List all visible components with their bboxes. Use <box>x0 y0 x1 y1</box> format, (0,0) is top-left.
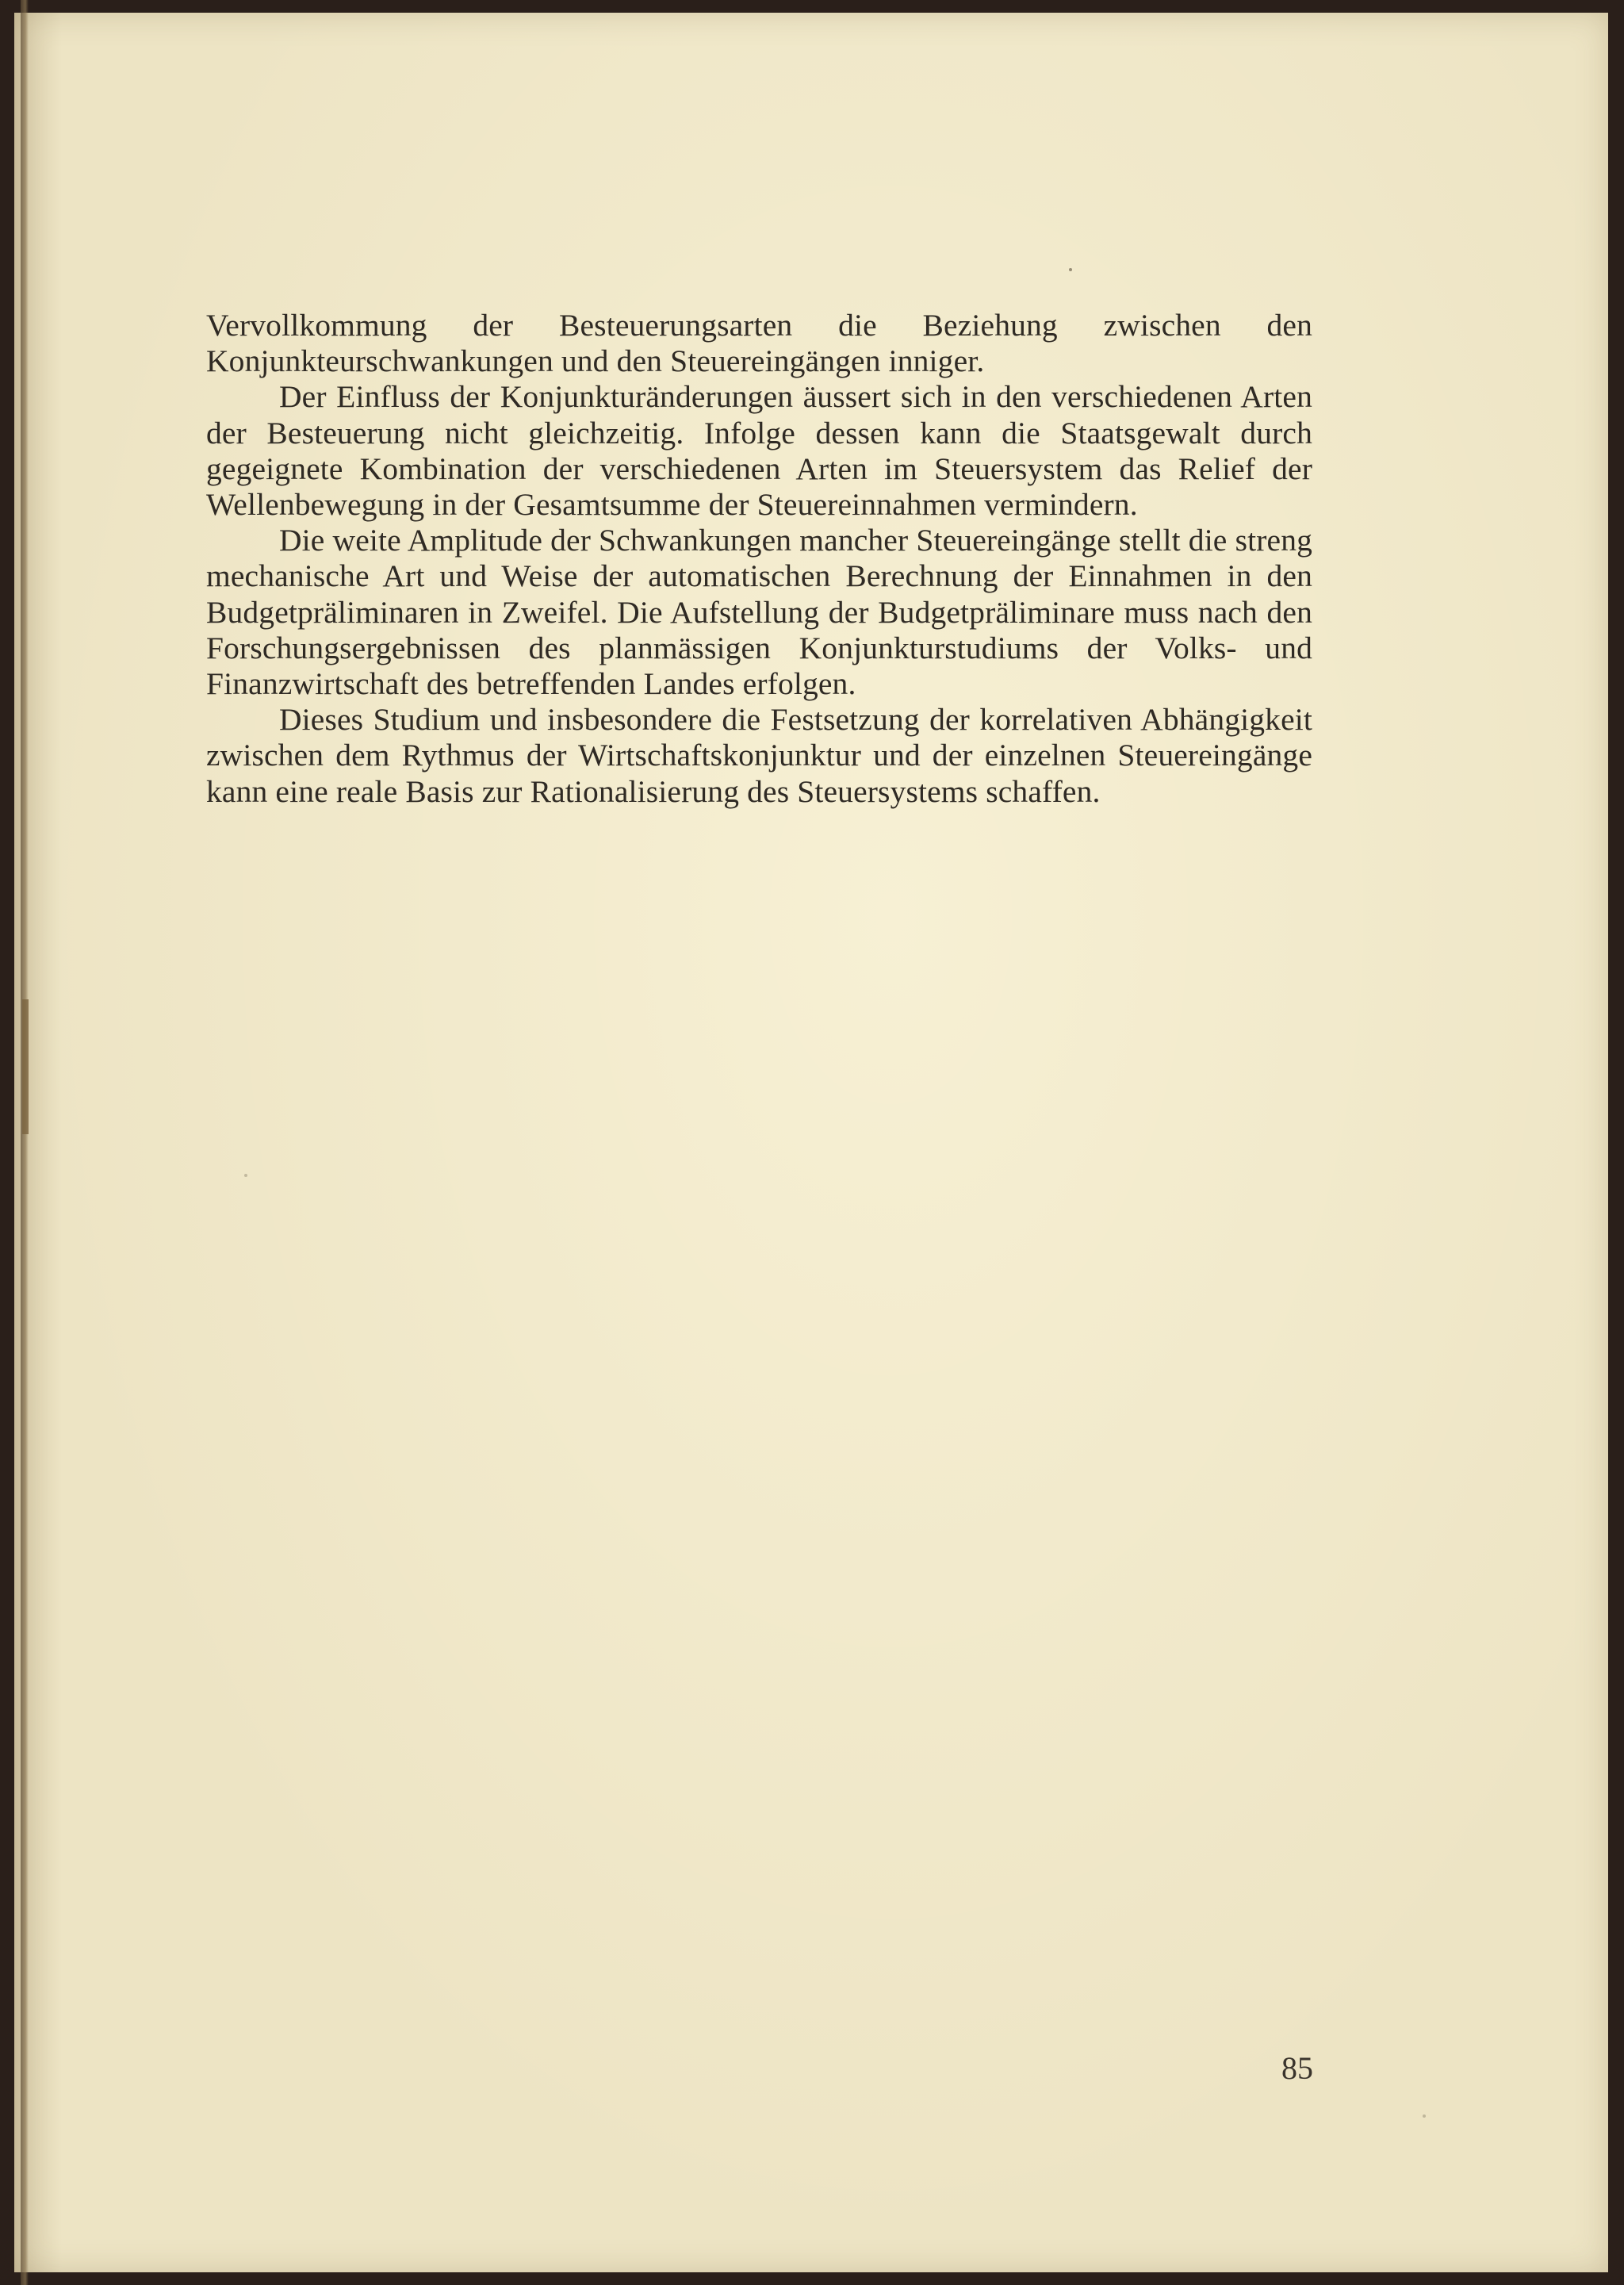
paragraph-1: Vervollkommung der Besteuerungsarten die Beziehung zwischen den Konjunkteurschwankungen und den Steuereingängen inniger. <box>206 308 1312 379</box>
paper-speck <box>1423 2114 1426 2118</box>
paragraph-3: Die weite Amplitude der Schwankungen mancher Steuereingänge stellt die streng mechanische Art und Weise der automatischen Berechnung der Einnahmen in den Budgetpräliminaren in Zweifel. Die Aufstellung der Budgetpräliminare muss nach den Forschungsergebnissen des planmässigen Konjunkturstudiums der Volks- und Finanzwirtschaft des betreffenden Landes erfolgen. <box>206 523 1312 702</box>
binding-mark <box>22 999 29 1134</box>
paper-speck <box>244 1174 247 1177</box>
body-text <box>206 308 1312 810</box>
document-page <box>14 13 1608 2272</box>
paragraph-4: Dieses Studium und insbesondere die Festsetzung der korrelativen Abhängigkeit zwischen dem Rythmus der Wirtschaftskonjunktur und der einzelnen Steuereingänge kann eine reale Basis zur Rationalisierung des Steuersystems schaffen. <box>206 702 1312 809</box>
binding-edge <box>21 0 29 2285</box>
page-number: 85 <box>1281 2050 1313 2086</box>
paragraph-2: Der Einfluss der Konjunkturänderungen äussert sich in den verschiedenen Arten der Besteuerung nicht gleichzeitig. Infolge dessen kann die Staatsgewalt durch gegeignete Kombination der verschiedenen Arten im Steuersystem das Relief der Wellenbewegung in der Gesamtsumme der Steuereinnahmen vermindern. <box>206 379 1312 523</box>
paper-speck <box>1069 268 1072 271</box>
